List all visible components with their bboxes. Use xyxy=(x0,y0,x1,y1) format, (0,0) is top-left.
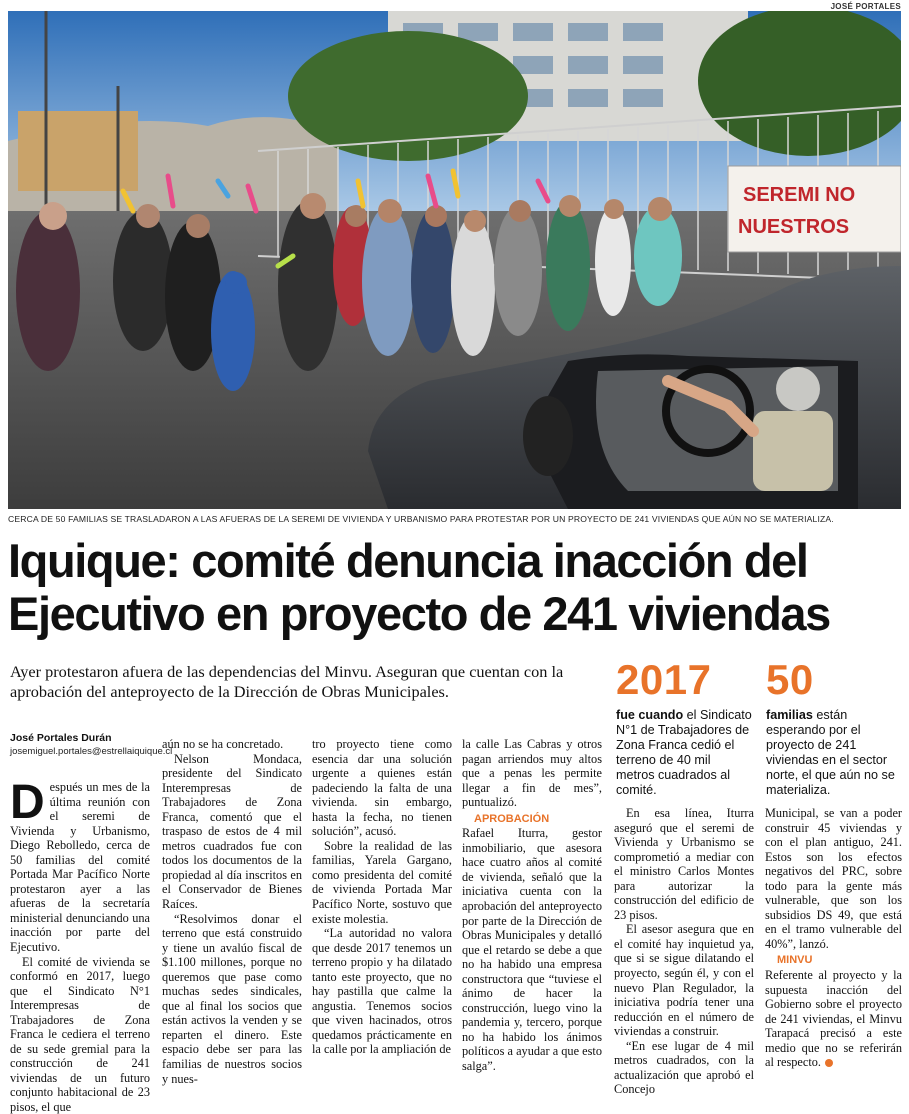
subheadline: Ayer protestaron afuera de las dependencias del Minvu. Aseguran que cuentan con la aprobación del anteproyecto de la Dirección de Obras Municipales. xyxy=(10,662,564,701)
article-photo xyxy=(8,11,901,509)
stat-lead-year: fue cuando xyxy=(616,708,684,722)
paragraph: la calle Las Cabras y otros pagan arriendos muy altos que a penas les permite llegar a fin de mes”, puntualizó. xyxy=(462,737,602,810)
body-column-6 xyxy=(765,806,902,1070)
body-column-4 xyxy=(462,737,602,1074)
paragraph: El comité de vivienda se conformó en 2017, luego que el Sindicato N°1 Interempresas de Trabajadores de Zona Franca le cediera el terreno de su sede gremial para la construcción de 241 viviendas de un futuro conjunto habitacional de 23 pisos, el que xyxy=(10,954,150,1114)
paragraph-text: espués un mes de la última reunión con el seremi de Vivienda y Urbanismo, Diego Rebolledo, cerca de 50 familias del comité Portada Mar Pacífico Norte protestaron ayer a las afueras de la secretaría ministerial denunciando una inacción por parte del Ejecutivo. xyxy=(10,780,150,955)
author-email[interactable]: josemiguel.portales@estrellaiquique.cl xyxy=(10,746,173,757)
stat-body-families: están esperando por el proyecto de 241 viviendas en el sector norte, el que aún no se materializa. xyxy=(766,708,895,797)
stat-lead-families: familias xyxy=(766,708,813,722)
paragraph xyxy=(10,776,150,955)
end-of-article-icon xyxy=(825,1059,833,1067)
paragraph: En esa línea, Iturra aseguró que el seremi de Vivienda y Urbanismo se comprometió a mediar con el ministro Carlos Montes para autorizar la construcción del edificio de 23 pisos. xyxy=(614,806,754,922)
stat-text-families xyxy=(766,708,902,798)
protest-banner-line1: SEREMI NO xyxy=(743,184,856,206)
paragraph: El asesor asegura que en el comité hay inquietud ya, que si se sigue dilatando el proyecto, según él, y con el nuevo Plan Regulador, la iniciativa podría tener una reducción en el número de viviendas a construir. xyxy=(614,922,754,1039)
paragraph: “La autoridad no valora que desde 2017 tenemos un terreno propio y ha dilatado tanto este proyecto, que no hay pastilla que calme la angustia. Tenemos socios que viven hacinados, otros quedamos prácticamente en la calle por la ampliación de xyxy=(312,926,452,1057)
paragraph: tro proyecto tiene como esencia dar una solución urgente a quienes están padeciendo la falta de una vivienda. sin embargo, hasta la fecha, no tienen solución”, acusó. xyxy=(312,737,452,839)
stat-body-year: el Sindicato N°1 de Trabajadores de Zona Franca cedió el terreno de 40 mil metros cuadrados al comité. xyxy=(616,708,752,797)
paragraph: aún no se ha concretado. xyxy=(162,737,284,751)
paragraph: Municipal, se van a poder construir 45 viviendas y con el plan antiguo, 241. Estos son los efectos negativos del PRC, sobre todo para la gente más vulnerable, que son los subsidios DS 49, que está en el tramo vulnerable del 40%”, lanzó. xyxy=(765,806,902,951)
paragraph: “En ese lugar de 4 mil metros cuadrados, con la actualización que aprobó el Concejo xyxy=(614,1038,754,1097)
paragraph-text: Referente al proyecto y la supuesta inacción del Gobierno sobre el proyecto de 241 viviendas, el Minvu Tarapacá precisó a este medio que no se referirán al respecto. xyxy=(765,968,902,1070)
paragraph xyxy=(765,968,902,1070)
section-subtitle-aprobacion: APROBACIÓN xyxy=(474,812,550,825)
protest-banner-line2: NUESTROS xyxy=(738,216,850,238)
author-name: José Portales Durán xyxy=(10,732,112,744)
photo-credit: JOSÉ PORTALES xyxy=(830,2,901,11)
dropcap: D xyxy=(10,776,45,829)
body-column-1 xyxy=(10,776,150,1114)
paragraph: Nelson Mondaca, presidente del Sindicato Interempresas de Trabajadores de Zona Franca, comentó que el traspaso de estos de 4 mil metros cuadrados fue con todos los documentos de la propiedad al día inscritos en el Conservador de Bienes Raíces. xyxy=(162,751,302,912)
paragraph: Sobre la realidad de las familias, Yarela Gargano, como presidenta del comité de vivienda Portada Mar Pacífico Norte, sostuvo que existe molestia. xyxy=(312,838,452,926)
paragraph: Rafael Iturra, gestor inmobiliario, que asesora hace cuatro años al comité de vivienda, señaló que la iniciativa cuenta con la aprobación del anteproyecto por parte de la Dirección de Obras Municipales y detalló que el retardo se debe a que no ha habido una empresa constructora que “tuviese el ánimo de hacer la construcción, luego vino la pandemia y, tercero, porque no ha habido los ánimos políticos a ayudar a que esto salga”. xyxy=(462,826,602,1074)
body-column-2 xyxy=(162,737,302,1086)
paragraph: “Resolvimos donar el terreno que está construido y tiene un avalúo fiscal de $1.100 millones, porque no queremos que pase como muchas sedes sindicales, que al final los socios que están activos la venden y se reparten el dinero. Este espacio debe ser para las familias de nuestros socios y nues- xyxy=(162,911,302,1086)
body-column-5 xyxy=(614,806,754,1097)
section-subtitle-minvu: MINVU xyxy=(777,954,813,967)
headline-line-1: Iquique: comité denuncia inacción del xyxy=(8,534,808,587)
stat-number-families: 50 xyxy=(766,656,814,703)
headline-line-2: Ejecutivo en proyecto de 241 viviendas xyxy=(8,587,830,640)
body-column-3 xyxy=(312,737,452,1057)
headline xyxy=(8,534,901,640)
stat-number-year: 2017 xyxy=(616,656,712,703)
stat-text-year xyxy=(616,708,752,798)
byline xyxy=(10,732,172,757)
photo-caption: CERCA DE 50 FAMILIAS SE TRASLADARON A LAS AFUERAS DE LA SEREMI DE VIVIENDA Y URBANISMO PARA PROTESTAR POR UN PROYECTO DE 241 VIVIENDAS QUE AÚN NO SE MATERIALIZA. xyxy=(8,514,834,524)
